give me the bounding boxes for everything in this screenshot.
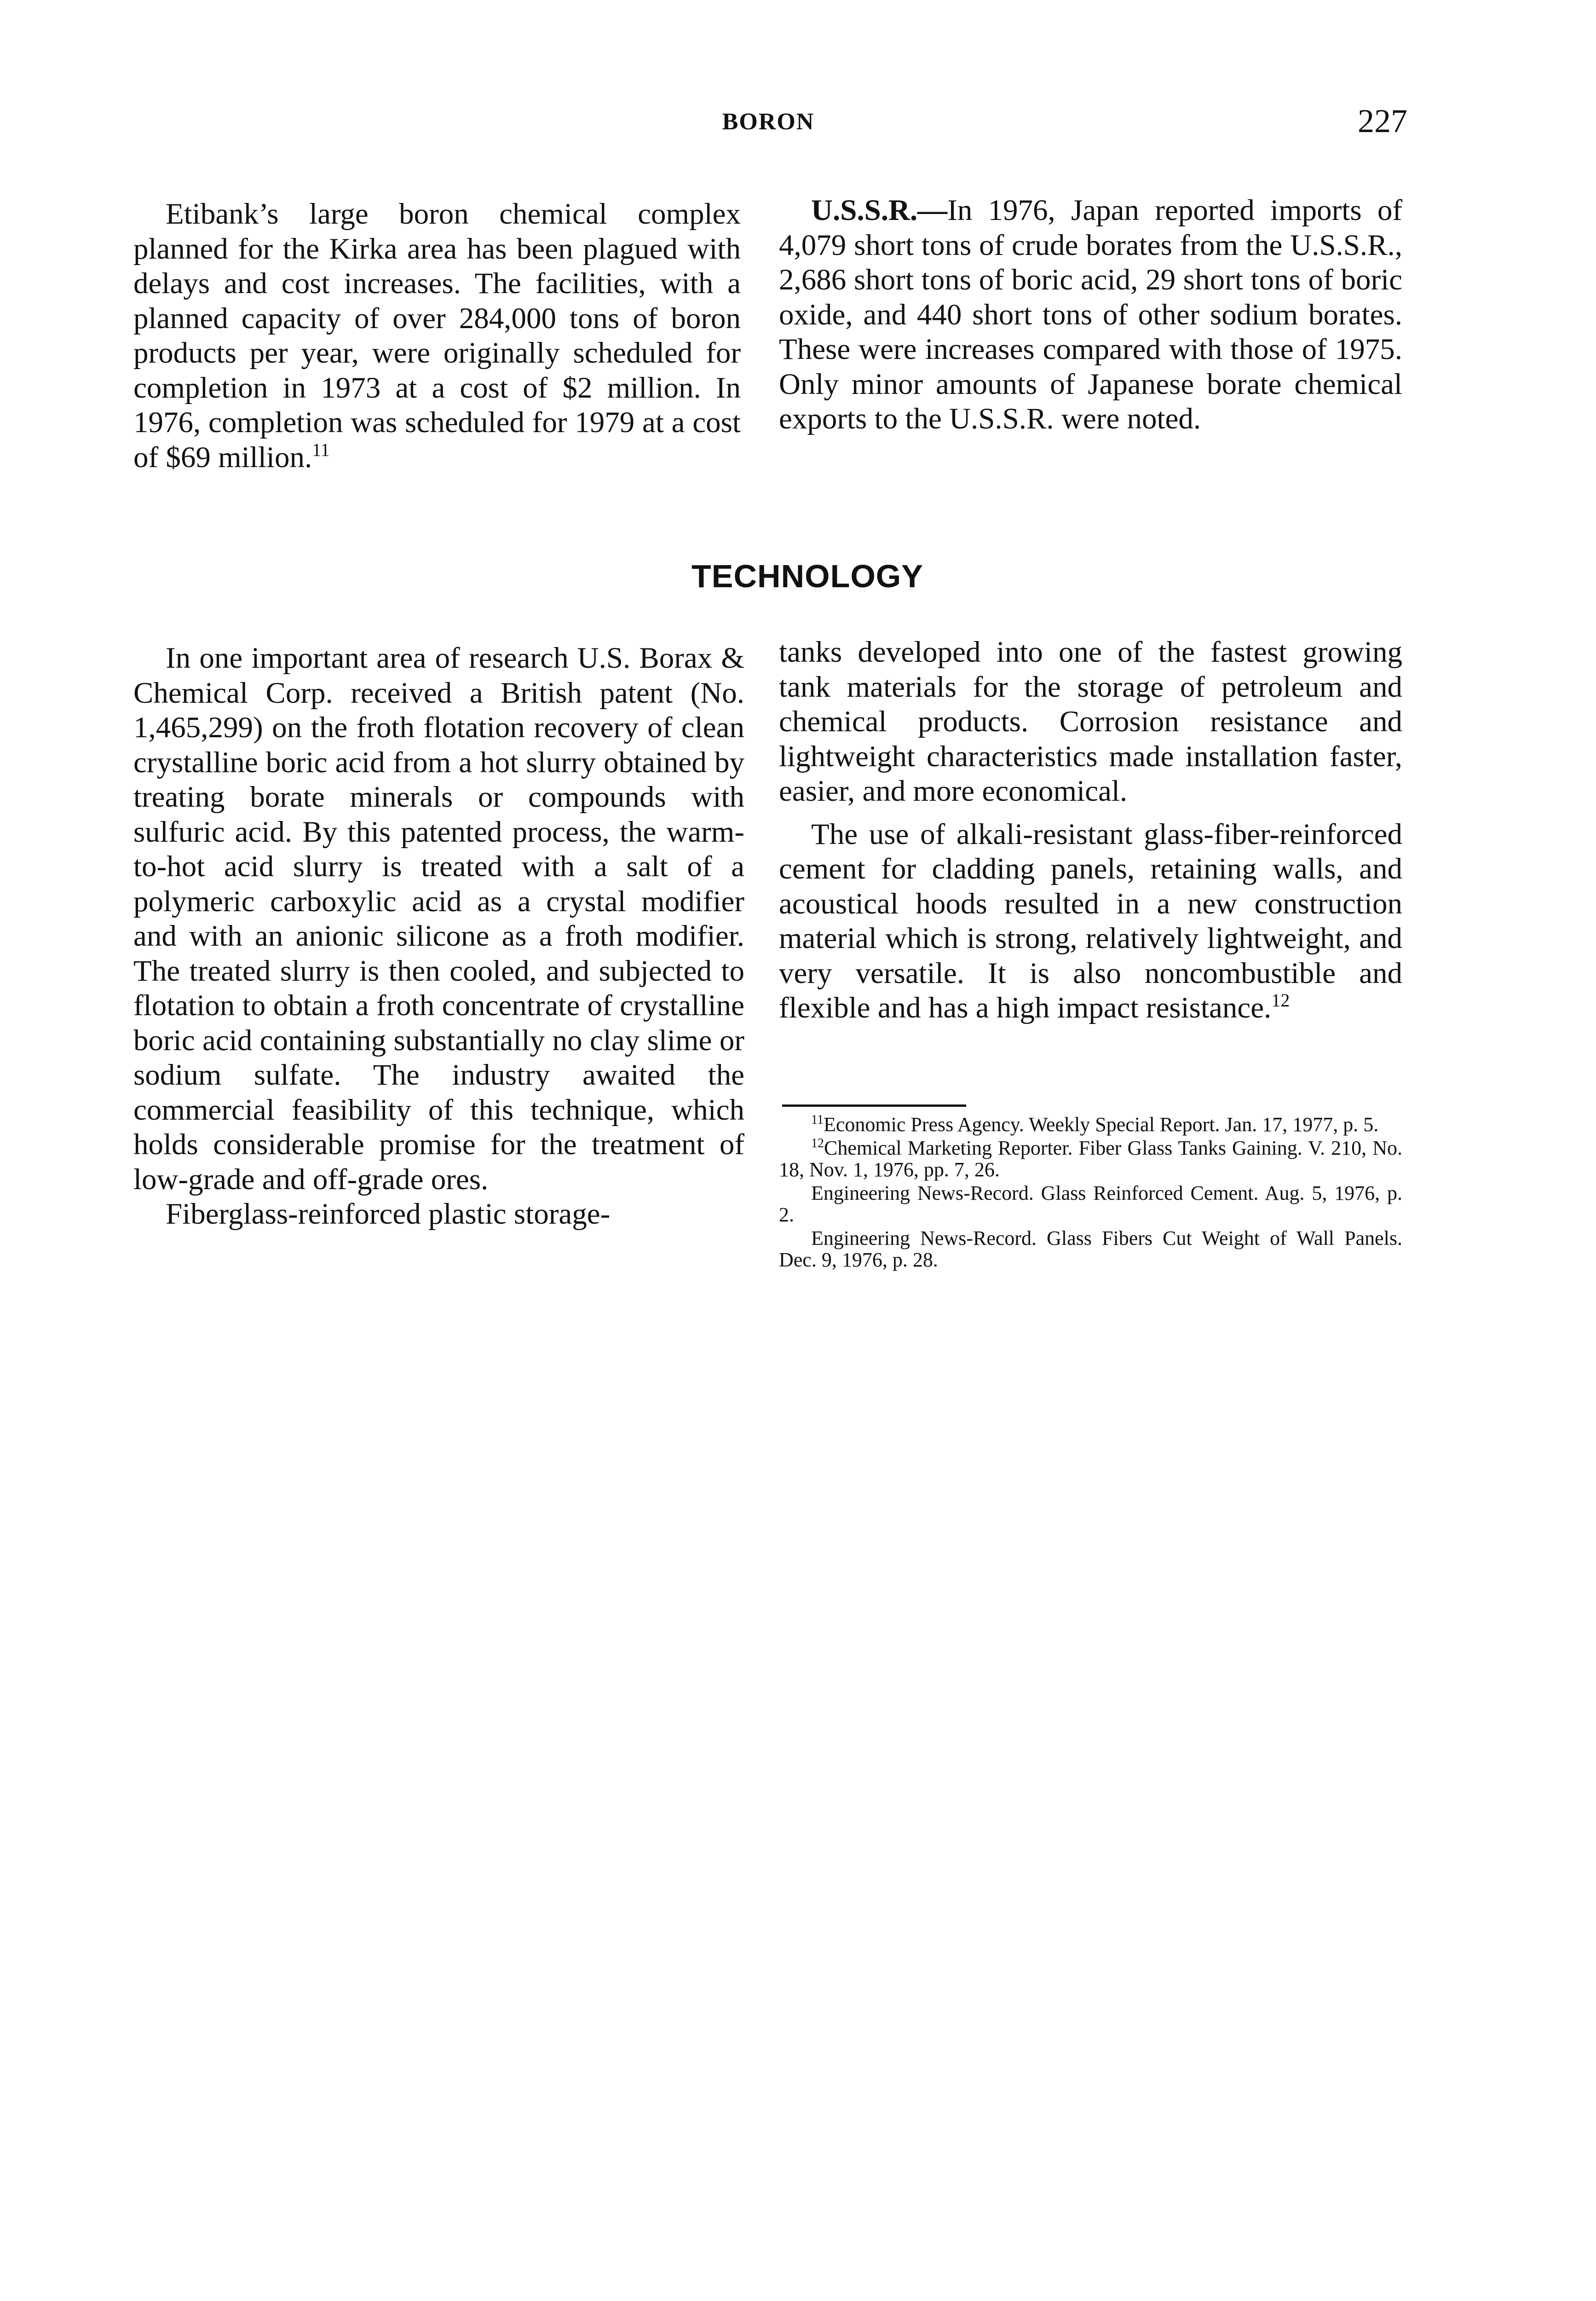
patent-paragraph: In one important area of research U.S. Borax & Chemical Corp. received a British patent (No. 1,465,299) on the froth flotation recovery of clean crystalline boric acid from a hot slurry obtained by treating borate minerals or compounds with sulfuric acid. By this patented process, the warm-to-hot acid slurry is treated with a salt of a polymeric carboxylic acid as a crystal modifier and with an anionic silicone as a froth modifier. The treated slurry is then cooled, and subjected to flotation to obtain a froth concentrate of crystalline boric acid containing substantially no clay slime or sodium sulfate. The industry awaited the commercial feasibility of this technique, which holds considerable promise for the treatment of low-grade and off-grade ores. bbox=[133, 642, 744, 1196]
page-number: 227 bbox=[1358, 103, 1407, 139]
tanks-paragraph-continued: tanks developed into one of the fastest growing tank materials for the storage of petroleum and chemical products. Corrosion resistance and lightweight characteristics made installation faster, easier, and more economical. bbox=[779, 636, 1402, 808]
footnote-text: Engineering News-Record. Glass Fibers Cut Weight of Wall Panels. Dec. 9, 1976, p. 28. bbox=[779, 1227, 1402, 1271]
footnote-text: Economic Press Agency. Weekly Special Report. Jan. 17, 1977, p. 5. bbox=[823, 1113, 1379, 1136]
footnote-item bbox=[779, 1227, 1402, 1271]
footnote-item bbox=[779, 1114, 1402, 1135]
right-column-top bbox=[779, 193, 1402, 437]
section-heading-technology: TECHNOLOGY bbox=[691, 558, 923, 594]
footnote-item bbox=[779, 1182, 1402, 1226]
footnote-mark: 11 bbox=[811, 1113, 824, 1127]
footnote-ref-12: 12 bbox=[1271, 990, 1290, 1011]
glass-fiber-cement-text: The use of alkali-resistant glass-fiber-reinforced cement for cladding panels, retaining walls, and acoustical hoods resulted in a new construction material which is strong, relatively lightweight, and very versatile. It is also noncombustible and flexible and has a high impact resistance. bbox=[779, 817, 1402, 1024]
kirka-paragraph-text: Etibank’s large boron chemical complex planned for the Kirka area has been plagued with delays and cost increases. The facilities, with a planned capacity of over 284,000 tons of boron products per year, were originally scheduled for completion in 1973 at a cost of $2 million. In 1976, completion was scheduled for 1979 at a cost of $69 million. bbox=[133, 197, 741, 474]
footnote-ref-11: 11 bbox=[312, 439, 330, 460]
ussr-paragraph bbox=[779, 193, 1402, 437]
footnote-text: Engineering News-Record. Glass Reinforced Cement. Aug. 5, 1976, p. 2. bbox=[779, 1182, 1402, 1226]
ussr-paragraph-text: In 1976, Japan reported imports of 4,079 short tons of crude borates from the U.S.S.R., 2,686 short tons of boric acid, 29 short tons of boric oxide, and 440 short tons of other sodium borates. These were increases compared with those of 1975. Only minor amounts of Japanese borate chemical exports to the U.S.S.R. were noted. bbox=[779, 194, 1402, 435]
kirka-paragraph bbox=[133, 197, 741, 475]
left-column-bottom bbox=[133, 641, 744, 1232]
footnote-text: Chemical Marketing Reporter. Fiber Glass Tanks Gaining. V. 210, No. 18, Nov. 1, 1976, pp. 7, 26. bbox=[779, 1137, 1402, 1181]
footnote-item bbox=[779, 1137, 1402, 1180]
ussr-run-in-heading: U.S.S.R.— bbox=[811, 194, 948, 227]
right-column-bottom bbox=[779, 635, 1402, 1026]
running-head-title: BORON bbox=[722, 109, 815, 135]
glass-fiber-cement-paragraph bbox=[779, 817, 1402, 1026]
left-column-top bbox=[133, 197, 741, 475]
footnote-divider bbox=[782, 1104, 966, 1107]
footnote-mark: 12 bbox=[811, 1136, 824, 1150]
fiberglass-paragraph-start: Fiberglass-reinforced plastic storage- bbox=[166, 1197, 611, 1231]
footnotes bbox=[779, 1114, 1402, 1272]
